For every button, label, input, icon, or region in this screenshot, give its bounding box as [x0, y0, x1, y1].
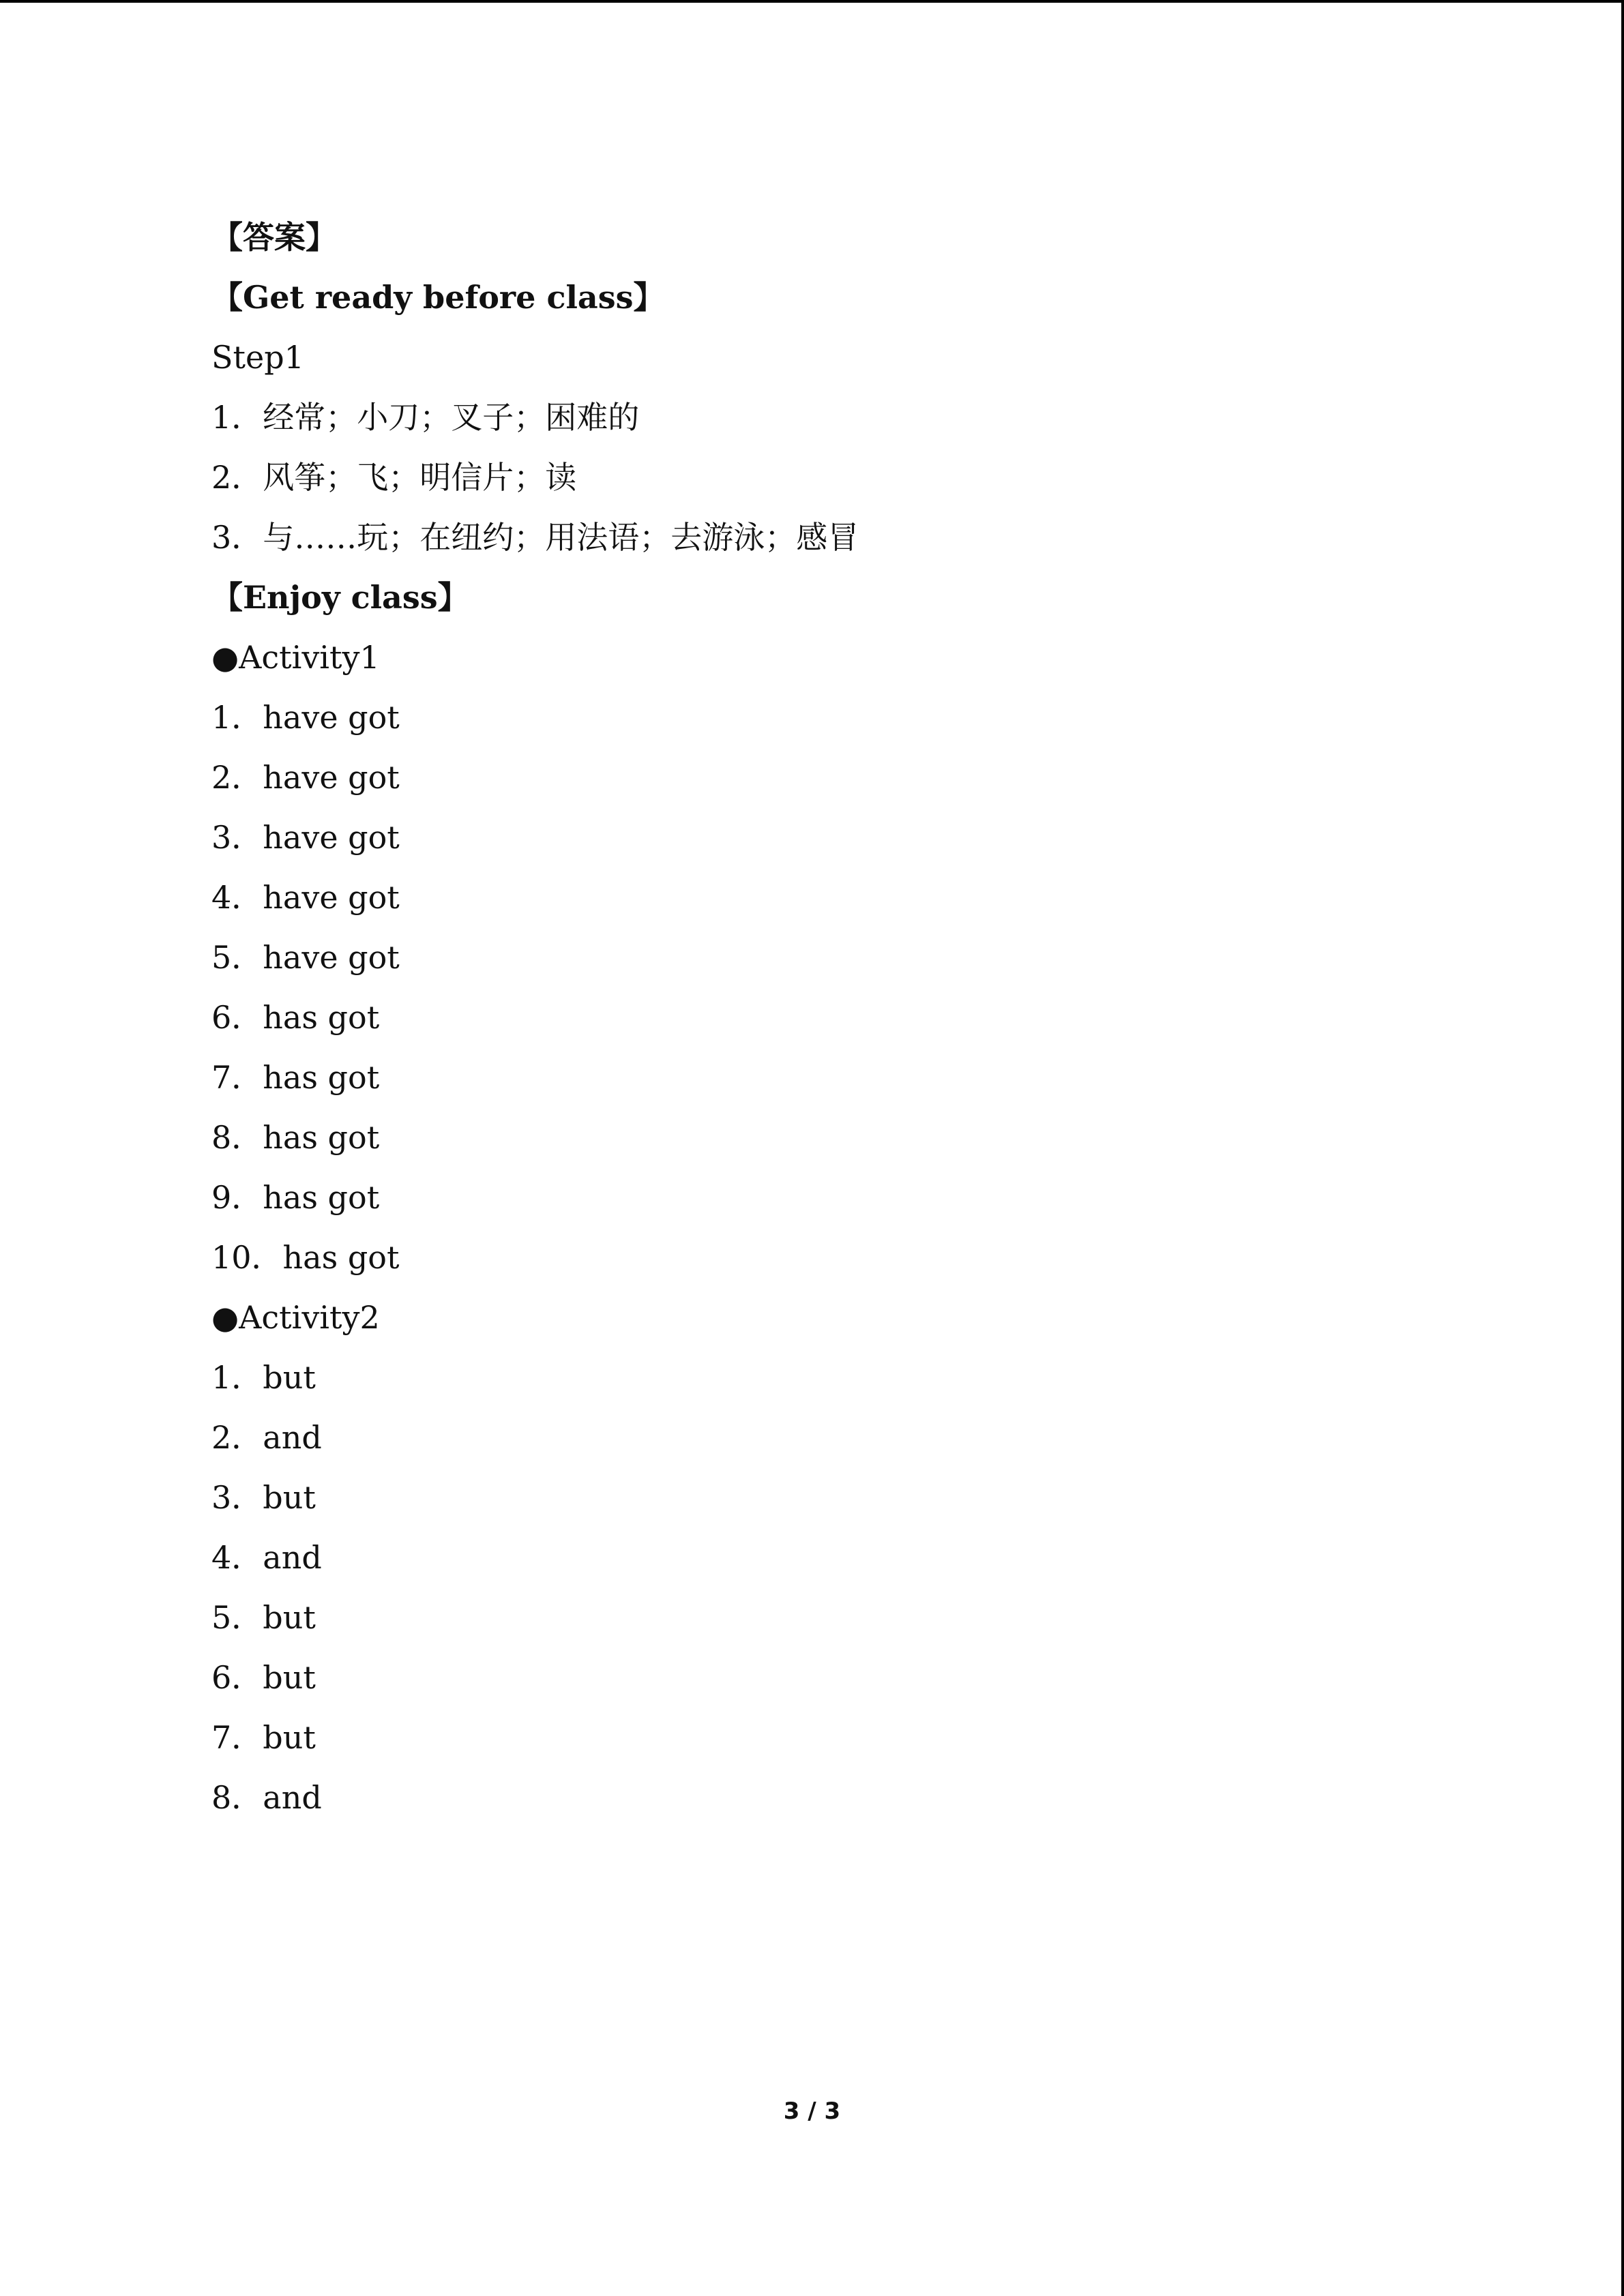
list-item: 3．but: [211, 1479, 316, 1516]
list-item: 2．风筝；飞；明信片；读: [211, 459, 577, 496]
list-item: 10．has got: [211, 1239, 400, 1276]
list-item: 1．have got: [211, 699, 400, 736]
list-item: 5．but: [211, 1599, 316, 1636]
activity1-label: ●Activity1: [211, 639, 380, 676]
list-item: 2．have got: [211, 759, 400, 796]
list-item: 6．but: [211, 1659, 316, 1696]
activity2-label: ●Activity2: [211, 1299, 380, 1336]
step-label: Step1: [211, 339, 304, 376]
answer-content: [211, 207, 1576, 1828]
section-heading-enjoy-class: 【Enjoy class】: [211, 579, 469, 616]
list-item: 4．have got: [211, 879, 400, 916]
list-item: 1．but: [211, 1359, 316, 1396]
list-item: 6．has got: [211, 999, 380, 1036]
list-item: 5．have got: [211, 939, 400, 976]
list-item: 7．but: [211, 1719, 316, 1756]
list-item: 3．与……玩；在纽约；用法语；去游泳；感冒: [211, 519, 859, 556]
page-number: 3 / 3: [783, 2098, 841, 2125]
list-item: 2．and: [211, 1419, 322, 1456]
list-item: 9．has got: [211, 1179, 380, 1216]
section-heading-get-ready: 【Get ready before class】: [211, 279, 665, 316]
list-item: 8．has got: [211, 1119, 380, 1156]
list-item: 4．and: [211, 1539, 322, 1576]
answer-heading: 【答案】: [211, 219, 337, 256]
list-item: 7．has got: [211, 1059, 380, 1096]
list-item: 1．经常；小刀；叉子；困难的: [211, 399, 640, 436]
list-item: 3．have got: [211, 819, 400, 856]
list-item: 8．and: [211, 1779, 322, 1816]
